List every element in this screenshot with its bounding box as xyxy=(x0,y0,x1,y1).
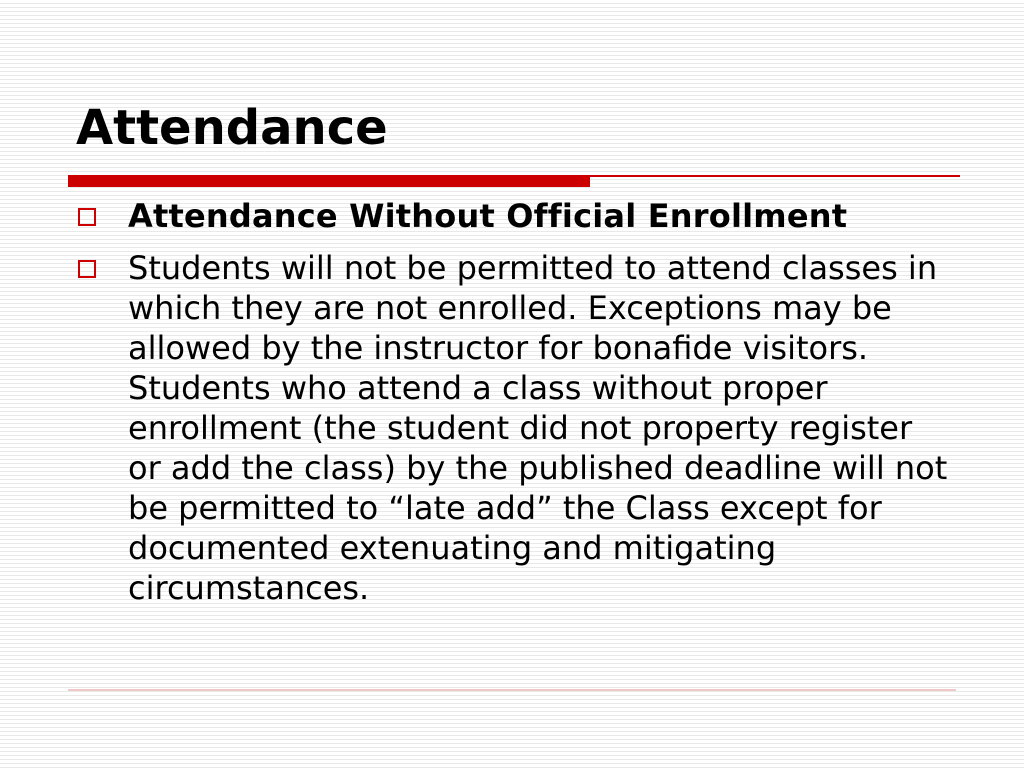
hollow-square-bullet-icon xyxy=(78,260,96,278)
slide-title: Attendance xyxy=(76,100,388,156)
bullet-policy-text: Students will not be permitted to attend classes in which they are not enrolled. Exceptions may be allowed by the instructor for bonafide visitors. Students who attend a class without proper enrollment (the student did not property register or add the class) by the published deadline will not be permitted to “late add” the Class except for documented extenuating and mitigating circumstances. xyxy=(128,249,948,607)
hollow-square-bullet-icon xyxy=(78,208,96,226)
bullet-item-heading xyxy=(76,196,966,236)
title-underline-thick xyxy=(68,175,590,187)
bullet-heading-text: Attendance Without Official Enrollment xyxy=(128,197,848,235)
title-underline-thin xyxy=(590,175,960,177)
bullet-item-policy xyxy=(76,248,966,608)
footer-divider xyxy=(68,689,956,691)
bullet-list xyxy=(76,196,966,620)
